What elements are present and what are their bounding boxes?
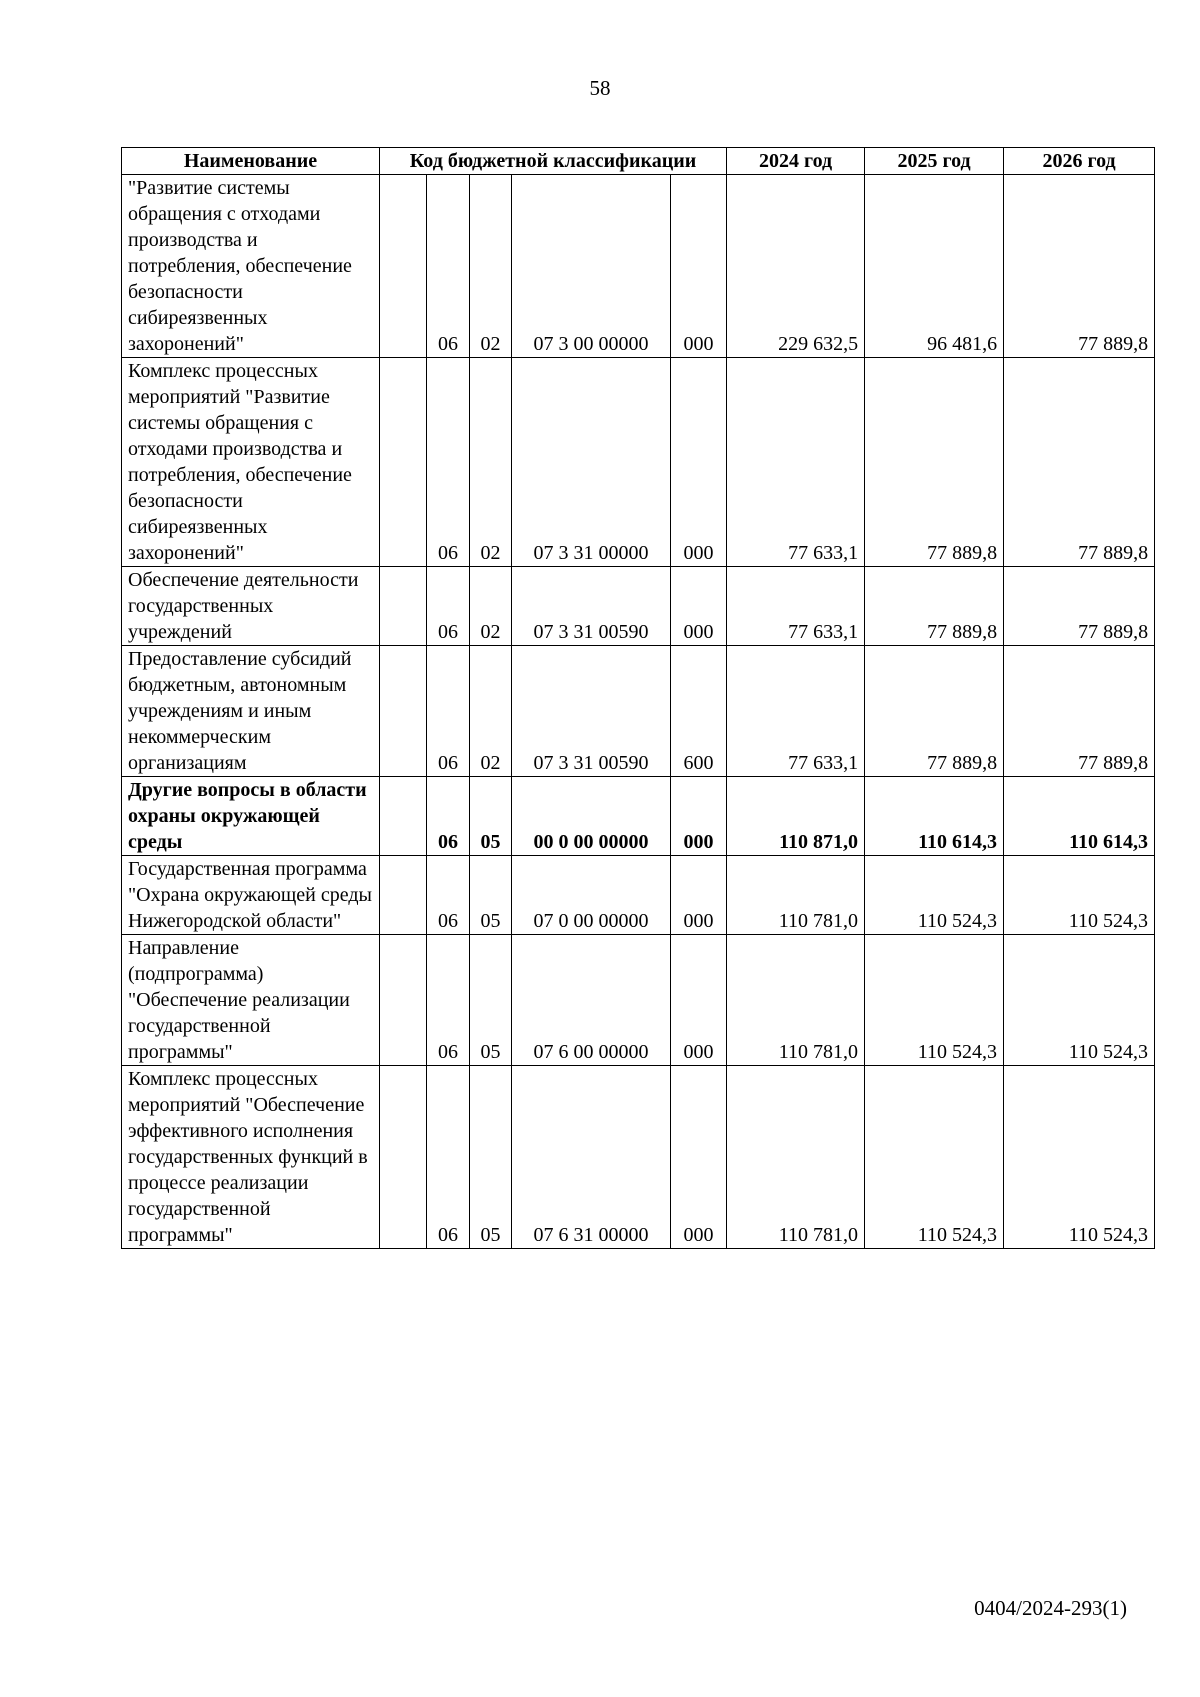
code-cell: [380, 935, 427, 1066]
table-row: [122, 175, 1155, 358]
code-expense-type: 000: [671, 358, 727, 567]
code-cell: [380, 777, 427, 856]
code-section: 06: [427, 358, 470, 567]
code-target: 07 3 31 00000: [512, 358, 671, 567]
code-subsection: 02: [470, 175, 512, 358]
code-cell: [380, 1066, 427, 1249]
value-2024: 110 781,0: [727, 1066, 865, 1249]
code-section: 06: [427, 646, 470, 777]
value-2026: 77 889,8: [1004, 567, 1155, 646]
budget-table: [121, 147, 1155, 1249]
code-target: 07 6 31 00000: [512, 1066, 671, 1249]
header-2026: 2026 год: [1004, 148, 1155, 175]
row-name: Предоставление субсидий бюджетным, автономным учреждениям и иным некоммерческим организациям: [122, 646, 380, 777]
code-section: 06: [427, 777, 470, 856]
value-2026: 77 889,8: [1004, 358, 1155, 567]
code-cell: [380, 567, 427, 646]
code-section: 06: [427, 175, 470, 358]
value-2025: 110 614,3: [865, 777, 1004, 856]
value-2024: 110 871,0: [727, 777, 865, 856]
row-name: "Развитие системы обращения с отходами производства и потребления, обеспечение безопасности сибиреязвенных захоронений": [122, 175, 380, 358]
page-number: 58: [589, 76, 611, 100]
value-2026: 77 889,8: [1004, 646, 1155, 777]
table-row: [122, 935, 1155, 1066]
code-expense-type: 000: [671, 567, 727, 646]
row-name: Государственная программа "Охрана окружающей среды Нижегородской области": [122, 856, 380, 935]
code-expense-type: 000: [671, 856, 727, 935]
code-subsection: 02: [470, 646, 512, 777]
value-2024: 110 781,0: [727, 935, 865, 1066]
code-cell: [380, 856, 427, 935]
code-subsection: 05: [470, 935, 512, 1066]
row-name: Направление (подпрограмма) "Обеспечение реализации государственной программы": [122, 935, 380, 1066]
value-2024: 229 632,5: [727, 175, 865, 358]
document-code: 0404/2024-293(1): [974, 1596, 1127, 1620]
row-name: Комплекс процессных мероприятий "Обеспечение эффективного исполнения государственных функций в процессе реализации государственной программы": [122, 1066, 380, 1249]
header-2025: 2025 год: [865, 148, 1004, 175]
value-2024: 77 633,1: [727, 646, 865, 777]
value-2025: 77 889,8: [865, 646, 1004, 777]
code-subsection: 05: [470, 1066, 512, 1249]
value-2024: 77 633,1: [727, 567, 865, 646]
header-name: Наименование: [122, 148, 380, 175]
code-target: 07 0 00 00000: [512, 856, 671, 935]
code-section: 06: [427, 1066, 470, 1249]
code-target: 00 0 00 00000: [512, 777, 671, 856]
header-budget-code: Код бюджетной классификации: [380, 148, 727, 175]
code-cell: [380, 358, 427, 567]
code-expense-type: 000: [671, 1066, 727, 1249]
table-row: [122, 567, 1155, 646]
value-2024: 110 781,0: [727, 856, 865, 935]
code-expense-type: 600: [671, 646, 727, 777]
table-row: [122, 646, 1155, 777]
code-expense-type: 000: [671, 777, 727, 856]
code-section: 06: [427, 935, 470, 1066]
code-expense-type: 000: [671, 935, 727, 1066]
code-subsection: 05: [470, 777, 512, 856]
value-2026: 110 614,3: [1004, 777, 1155, 856]
value-2025: 110 524,3: [865, 856, 1004, 935]
code-target: 07 3 00 00000: [512, 175, 671, 358]
code-target: 07 3 31 00590: [512, 567, 671, 646]
code-subsection: 02: [470, 358, 512, 567]
table-header-row: [122, 148, 1155, 175]
code-target: 07 3 31 00590: [512, 646, 671, 777]
code-target: 07 6 00 00000: [512, 935, 671, 1066]
value-2026: 77 889,8: [1004, 175, 1155, 358]
value-2026: 110 524,3: [1004, 935, 1155, 1066]
value-2025: 77 889,8: [865, 358, 1004, 567]
table-row: [122, 1066, 1155, 1249]
code-subsection: 02: [470, 567, 512, 646]
value-2025: 96 481,6: [865, 175, 1004, 358]
header-2024: 2024 год: [727, 148, 865, 175]
value-2026: 110 524,3: [1004, 1066, 1155, 1249]
value-2025: 110 524,3: [865, 935, 1004, 1066]
code-section: 06: [427, 567, 470, 646]
row-name: Другие вопросы в области охраны окружающей среды: [122, 777, 380, 856]
value-2025: 110 524,3: [865, 1066, 1004, 1249]
code-subsection: 05: [470, 856, 512, 935]
value-2024: 77 633,1: [727, 358, 865, 567]
code-cell: [380, 175, 427, 358]
code-cell: [380, 646, 427, 777]
table-row-section-total: [122, 777, 1155, 856]
row-name: Комплекс процессных мероприятий "Развитие системы обращения с отходами производства и потребления, обеспечение безопасности сибиреязвенных захоронений": [122, 358, 380, 567]
code-expense-type: 000: [671, 175, 727, 358]
table-row: [122, 856, 1155, 935]
code-section: 06: [427, 856, 470, 935]
row-name: Обеспечение деятельности государственных учреждений: [122, 567, 380, 646]
value-2025: 77 889,8: [865, 567, 1004, 646]
value-2026: 110 524,3: [1004, 856, 1155, 935]
table-row: [122, 358, 1155, 567]
